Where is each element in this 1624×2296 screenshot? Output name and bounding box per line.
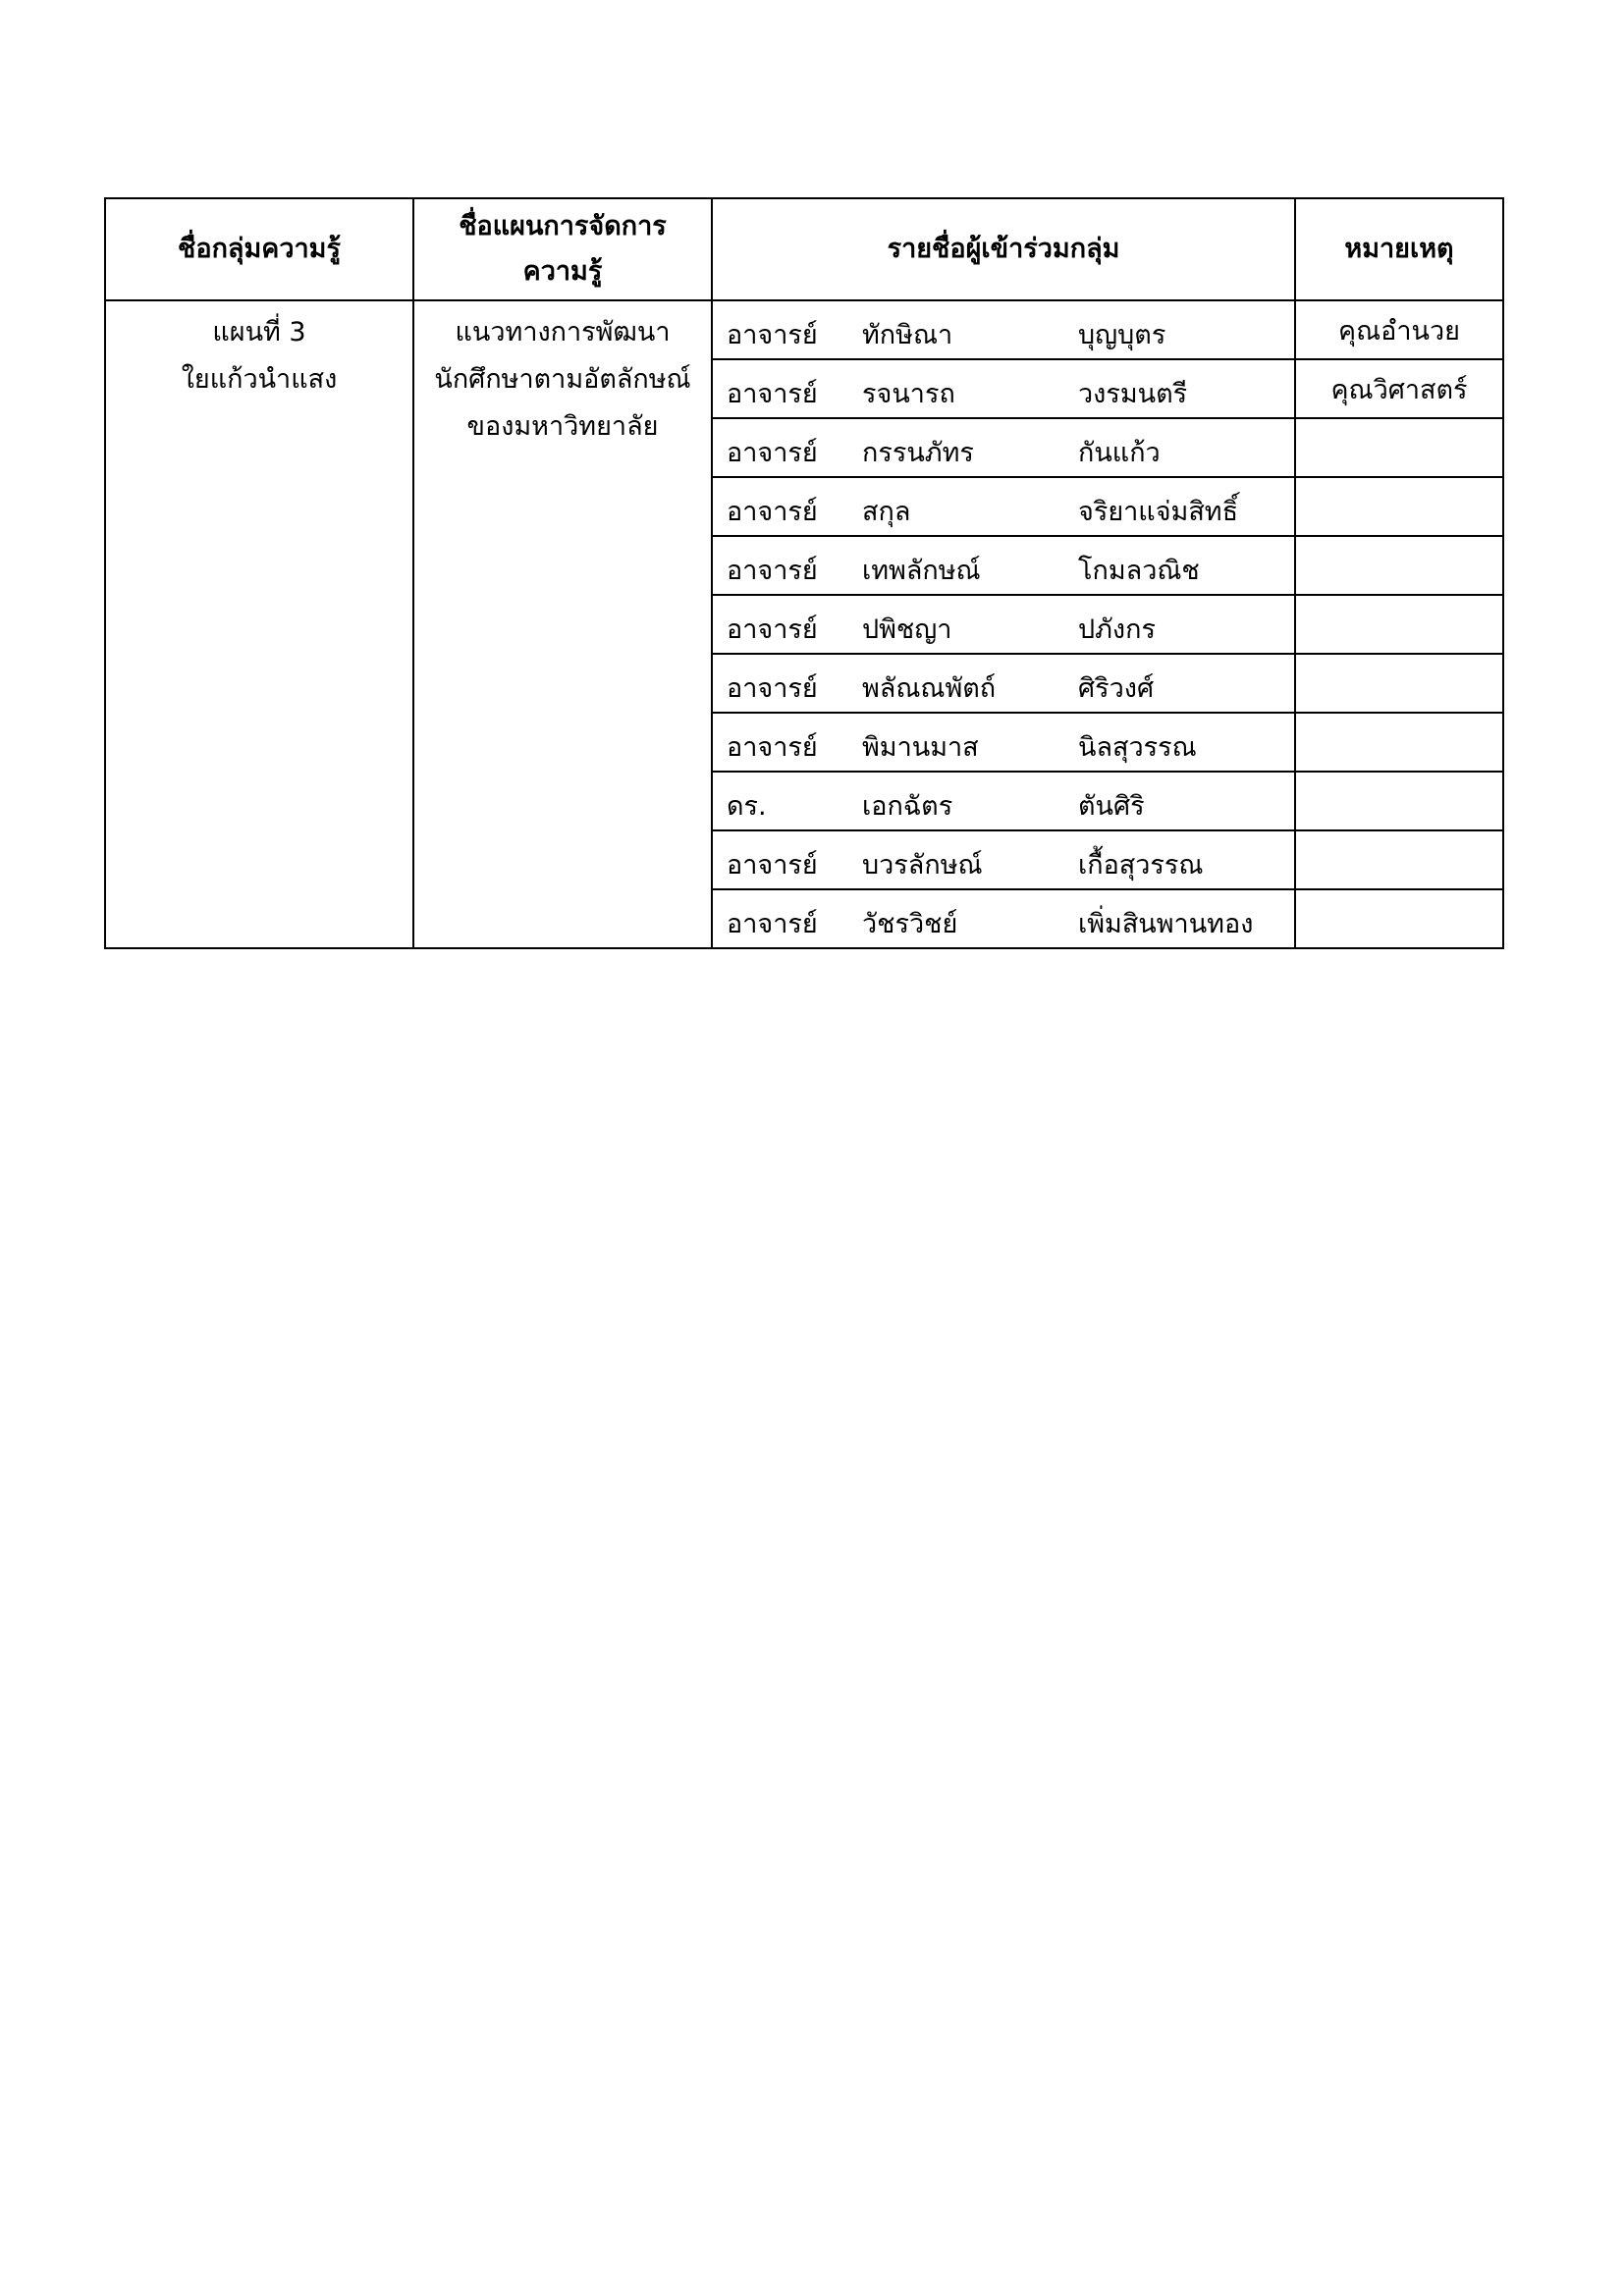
- member-title: อาจารย์: [727, 320, 818, 350]
- member-last-name: กันแก้ว: [1078, 438, 1161, 468]
- member-cell: [712, 654, 1295, 713]
- member-cell: [712, 889, 1295, 948]
- member-cell: [712, 713, 1295, 772]
- member-last-name: ปภังกร: [1078, 614, 1156, 645]
- member-last-name: วงรมนตรี: [1078, 379, 1188, 409]
- member-title: อาจารย์: [727, 850, 818, 881]
- knowledge-group-table: [104, 197, 1504, 949]
- group-name-line2: ใยแก้วนำแสง: [181, 364, 338, 395]
- member-cell: [712, 595, 1295, 654]
- header-plan-name-line1: ชื่อแผนการจัดการ: [459, 211, 667, 241]
- member-cell: [712, 359, 1295, 418]
- member-title: อาจารย์: [727, 556, 818, 586]
- member-first-name: ปพิชญา: [862, 614, 952, 645]
- member-cell: [712, 536, 1295, 595]
- member-cell: [712, 830, 1295, 889]
- plan-name-line3: ของมหาวิทยาลัย: [466, 411, 659, 442]
- header-group-name: ชื่อกลุ่มความรู้: [105, 198, 413, 300]
- header-plan-name: [413, 198, 712, 300]
- member-title: ดร.: [727, 791, 767, 822]
- member-cell: [712, 418, 1295, 477]
- member-title: อาจารย์: [727, 614, 818, 645]
- remark-cell: [1295, 595, 1503, 654]
- remark-cell: [1295, 418, 1503, 477]
- member-cell: [712, 477, 1295, 536]
- member-title: อาจารย์: [727, 673, 818, 704]
- table-body: [105, 300, 1503, 948]
- member-last-name: เกื้อสุวรรณ: [1078, 850, 1204, 881]
- table-row: [105, 300, 1503, 359]
- member-cell: [712, 772, 1295, 830]
- member-first-name: รจนารถ: [862, 379, 955, 409]
- remark-cell: [1295, 536, 1503, 595]
- member-first-name: สกุล: [862, 497, 911, 527]
- member-first-name: ทักษิณา: [862, 320, 953, 350]
- plan-name-cell: [413, 300, 712, 948]
- remark-cell: [1295, 889, 1503, 948]
- member-last-name: เพิ่มสินพานทอง: [1078, 909, 1254, 939]
- group-name-line1: แผนที่ 3: [212, 317, 306, 347]
- remark-cell: [1295, 477, 1503, 536]
- remark-cell: คุณวิศาสตร์: [1295, 359, 1503, 418]
- member-cell: [712, 300, 1295, 359]
- header-members: รายชื่อผู้เข้าร่วมกลุ่ม: [712, 198, 1295, 300]
- member-first-name: บวรลักษณ์: [862, 850, 983, 881]
- remark-cell: [1295, 713, 1503, 772]
- member-title: อาจารย์: [727, 497, 818, 527]
- remark-cell: [1295, 654, 1503, 713]
- header-plan-name-line2: ความรู้: [522, 256, 603, 287]
- member-title: อาจารย์: [727, 379, 818, 409]
- member-last-name: นิลสุวรรณ: [1078, 732, 1197, 763]
- remark-cell: คุณอำนวย: [1295, 300, 1503, 359]
- member-first-name: พลัณณพัตถ์: [862, 673, 997, 704]
- group-name-cell: [105, 300, 413, 948]
- member-last-name: โกมลวณิช: [1078, 556, 1200, 586]
- member-first-name: เอกฉัตร: [862, 791, 953, 822]
- plan-name-line1: แนวทางการพัฒนา: [455, 317, 671, 347]
- member-last-name: บุญบุตร: [1078, 320, 1166, 350]
- header-remarks: หมายเหตุ: [1295, 198, 1503, 300]
- member-last-name: ศิริวงศ์: [1078, 673, 1155, 704]
- remark-cell: [1295, 830, 1503, 889]
- member-last-name: ตันศิริ: [1078, 791, 1145, 822]
- member-first-name: วัชรวิชย์: [862, 909, 958, 939]
- member-first-name: พิมานมาส: [862, 732, 979, 763]
- member-title: อาจารย์: [727, 438, 818, 468]
- table-header-row: [105, 198, 1503, 300]
- member-title: อาจารย์: [727, 909, 818, 939]
- member-first-name: กรรนภัทร: [862, 438, 974, 468]
- member-title: อาจารย์: [727, 732, 818, 763]
- remark-cell: [1295, 772, 1503, 830]
- member-last-name: จริยาแจ่มสิทธิ์: [1078, 497, 1239, 527]
- plan-name-line2: นักศึกษาตามอัตลักษณ์: [434, 364, 691, 395]
- member-first-name: เทพลักษณ์: [862, 556, 981, 586]
